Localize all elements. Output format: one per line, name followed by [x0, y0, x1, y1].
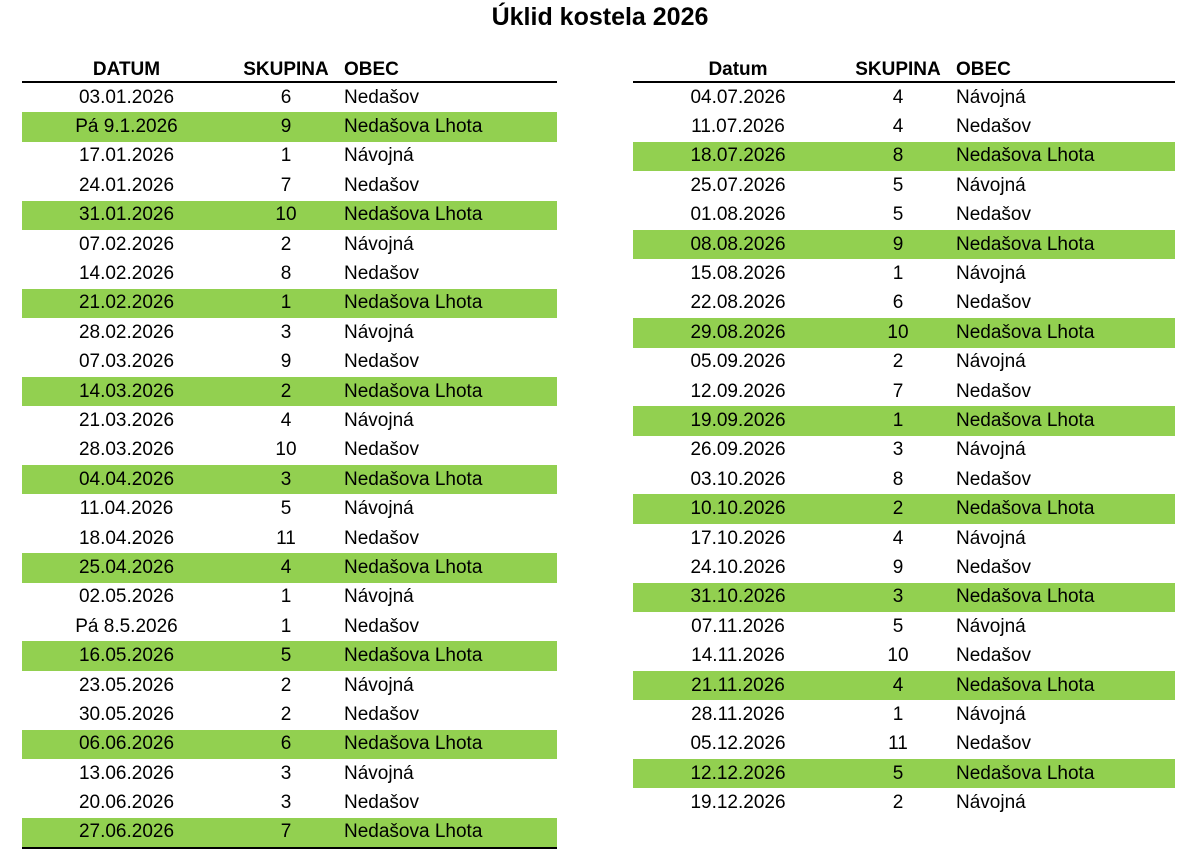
- table-row-highlighted: [22, 201, 557, 230]
- cell-skupina: 1: [280, 615, 292, 637]
- table-row-highlighted: [22, 641, 557, 670]
- cell-skupina: 2: [843, 494, 953, 523]
- cell-datum: 12.12.2026: [633, 759, 843, 788]
- table-row: [633, 377, 1175, 406]
- cell-datum: 20.06.2026: [78, 792, 175, 814]
- column-header-datum: Datum: [708, 59, 768, 80]
- table-row-highlighted: [22, 730, 557, 759]
- table-row: [22, 230, 557, 259]
- cell-obec: Nedašova Lhota: [341, 641, 557, 670]
- cell-skupina: 6: [892, 292, 904, 314]
- cell-obec: Nedašova Lhota: [341, 377, 557, 406]
- cell-obec: Návojná: [956, 527, 1026, 549]
- cell-skupina: 10: [887, 645, 909, 667]
- cell-skupina: 10: [843, 318, 953, 347]
- cell-datum: 11.04.2026: [79, 498, 174, 520]
- cell-skupina: 4: [843, 671, 953, 700]
- cell-obec: Nedašov: [344, 792, 419, 814]
- cell-datum: 24.10.2026: [690, 556, 786, 578]
- cell-datum: 06.06.2026: [22, 730, 231, 759]
- cell-datum: 14.02.2026: [78, 263, 175, 285]
- cell-datum: 25.07.2026: [690, 174, 786, 196]
- cell-skupina: 3: [280, 321, 292, 343]
- cell-datum: 18.07.2026: [633, 142, 843, 171]
- cell-skupina: 2: [892, 351, 904, 373]
- cell-datum: 02.05.2026: [78, 586, 175, 608]
- cell-datum: 03.10.2026: [690, 468, 786, 490]
- cell-obec: Návojná: [344, 498, 414, 520]
- cell-skupina: 9: [892, 556, 904, 578]
- cell-obec: Nedašova Lhota: [953, 142, 1175, 171]
- table-row-highlighted: [22, 818, 557, 848]
- cell-datum: 25.04.2026: [22, 553, 231, 582]
- cell-obec: Nedašov: [344, 703, 419, 725]
- table-header-row: [633, 55, 1175, 82]
- cell-obec: Návojná: [956, 703, 1026, 725]
- cell-skupina: 5: [892, 174, 904, 196]
- cell-datum: 13.06.2026: [78, 762, 175, 784]
- cell-skupina: 3: [280, 762, 292, 784]
- cell-datum: 04.07.2026: [690, 86, 786, 108]
- cell-obec: Nedašov: [344, 527, 419, 549]
- cell-datum: 17.10.2026: [690, 527, 786, 549]
- cell-obec: Nedašov: [344, 615, 419, 637]
- cell-skupina: 5: [892, 204, 904, 226]
- table-row: [633, 289, 1175, 318]
- cell-datum: 28.03.2026: [78, 439, 175, 461]
- table-row: [22, 142, 557, 171]
- column-header-obec: OBEC: [344, 59, 399, 80]
- table-row: [633, 436, 1175, 465]
- cell-obec: Návojná: [344, 409, 414, 431]
- cell-datum: 31.10.2026: [633, 583, 843, 612]
- cell-obec: Nedašova Lhota: [953, 230, 1175, 259]
- cell-obec: Nedašova Lhota: [953, 406, 1175, 435]
- table-row: [22, 406, 557, 435]
- table-row: [22, 671, 557, 700]
- cell-datum: 14.03.2026: [22, 377, 231, 406]
- cleaning-schedule-table-left: [22, 55, 557, 849]
- cell-skupina: 9: [280, 351, 292, 373]
- cell-datum: 24.01.2026: [78, 174, 175, 196]
- cell-obec: Návojná: [956, 615, 1026, 637]
- table-row: [22, 82, 557, 112]
- table-row-highlighted: [633, 494, 1175, 523]
- cell-obec: Nedašov: [956, 733, 1031, 755]
- cell-obec: Návojná: [344, 233, 414, 255]
- table-row: [633, 700, 1175, 729]
- page-title: Úklid kostela 2026: [491, 3, 709, 31]
- table-row: [633, 201, 1175, 230]
- cell-obec: Nedašov: [956, 204, 1031, 226]
- cell-obec: Návojná: [344, 321, 414, 343]
- cell-obec: Návojná: [344, 674, 414, 696]
- cell-skupina: 8: [280, 263, 292, 285]
- table-row: [22, 583, 557, 612]
- cell-obec: Návojná: [956, 86, 1026, 108]
- cell-obec: Návojná: [956, 439, 1026, 461]
- cell-obec: Nedašova Lhota: [341, 289, 557, 318]
- cell-obec: Návojná: [344, 145, 414, 167]
- cell-skupina: 9: [843, 230, 953, 259]
- cell-datum: Pá 9.1.2026: [22, 112, 231, 141]
- cell-skupina: 11: [888, 733, 908, 755]
- cell-datum: 17.01.2026: [78, 145, 175, 167]
- cell-datum: 14.11.2026: [691, 645, 785, 667]
- table-row: [633, 465, 1175, 494]
- table-row: [633, 259, 1175, 288]
- cell-datum: 18.04.2026: [78, 527, 175, 549]
- table-row: [633, 553, 1175, 582]
- table-row: [633, 112, 1175, 141]
- cell-skupina: 5: [892, 615, 904, 637]
- cell-skupina: 3: [280, 792, 292, 814]
- cell-datum: 10.10.2026: [633, 494, 843, 523]
- cell-skupina: 2: [280, 703, 292, 725]
- cell-obec: Nedašov: [956, 292, 1031, 314]
- cell-obec: Nedašova Lhota: [341, 112, 557, 141]
- cell-obec: Nedašov: [956, 116, 1031, 138]
- table-row-highlighted: [633, 406, 1175, 435]
- cell-skupina: 5: [280, 498, 292, 520]
- cell-skupina: 7: [231, 818, 341, 848]
- table-row: [633, 82, 1175, 112]
- cell-datum: 28.02.2026: [78, 321, 175, 343]
- cell-skupina: 9: [231, 112, 341, 141]
- cell-obec: Návojná: [956, 792, 1026, 814]
- table-row: [22, 494, 557, 523]
- cell-obec: Nedašova Lhota: [341, 818, 557, 848]
- table-row: [633, 171, 1175, 200]
- cell-obec: Nedašov: [956, 645, 1031, 667]
- cell-skupina: 1: [843, 406, 953, 435]
- cell-skupina: 8: [892, 468, 904, 490]
- table-row-highlighted: [633, 230, 1175, 259]
- cell-datum: 30.05.2026: [78, 703, 175, 725]
- cell-datum: 21.02.2026: [22, 289, 231, 318]
- cell-skupina: 2: [280, 233, 292, 255]
- cell-obec: Nedašova Lhota: [953, 671, 1175, 700]
- cell-obec: Nedašova Lhota: [953, 759, 1175, 788]
- table-row-highlighted: [22, 465, 557, 494]
- cell-datum: 03.01.2026: [78, 86, 175, 108]
- column-header-datum: DATUM: [92, 59, 161, 80]
- cell-obec: Nedašov: [344, 263, 419, 285]
- cell-datum: 01.08.2026: [690, 204, 786, 226]
- cell-obec: Nedašova Lhota: [341, 465, 557, 494]
- table-header-row: [22, 55, 557, 82]
- cell-obec: Nedašov: [956, 556, 1031, 578]
- table-row: [633, 348, 1175, 377]
- cell-datum: 19.09.2026: [633, 406, 843, 435]
- cell-obec: Návojná: [344, 762, 414, 784]
- cell-skupina: 3: [892, 439, 904, 461]
- cell-skupina: 4: [892, 527, 904, 549]
- cell-datum: 22.08.2026: [690, 292, 786, 314]
- table-row: [22, 612, 557, 641]
- table-row: [633, 641, 1175, 670]
- cleaning-schedule-table-right: [633, 55, 1175, 818]
- cell-datum: 21.03.2026: [78, 409, 175, 431]
- cell-datum: Pá 8.5.2026: [75, 615, 178, 637]
- cell-obec: Nedašova Lhota: [341, 201, 557, 230]
- cell-datum: 07.02.2026: [78, 233, 175, 255]
- cell-datum: 15.08.2026: [690, 263, 786, 285]
- table-row-highlighted: [633, 583, 1175, 612]
- table-row-highlighted: [22, 289, 557, 318]
- table-row-highlighted: [22, 553, 557, 582]
- table-row-highlighted: [633, 671, 1175, 700]
- cell-skupina: 1: [280, 145, 292, 167]
- cell-skupina: 2: [231, 377, 341, 406]
- cell-obec: Návojná: [956, 351, 1026, 373]
- table-row-highlighted: [633, 759, 1175, 788]
- cell-skupina: 4: [231, 553, 341, 582]
- table-row: [22, 436, 557, 465]
- cell-skupina: 1: [892, 263, 904, 285]
- table-row-highlighted: [633, 142, 1175, 171]
- cell-skupina: 2: [892, 792, 904, 814]
- table-row: [22, 171, 557, 200]
- table-row-highlighted: [22, 377, 557, 406]
- cell-skupina: 2: [280, 674, 292, 696]
- cell-skupina: 3: [843, 583, 953, 612]
- cell-datum: 21.11.2026: [633, 671, 843, 700]
- table-row: [22, 259, 557, 288]
- cell-obec: Nedašov: [344, 351, 419, 373]
- cell-obec: Nedašova Lhota: [953, 494, 1175, 523]
- cell-datum: 05.09.2026: [690, 351, 786, 373]
- column-header-skupina: SKUPINA: [243, 59, 329, 80]
- cell-skupina: 4: [892, 116, 904, 138]
- cell-obec: Návojná: [956, 174, 1026, 196]
- column-header-obec: OBEC: [956, 59, 1011, 80]
- cell-obec: Nedašov: [344, 174, 419, 196]
- cell-skupina: 1: [280, 586, 292, 608]
- cell-datum: 29.08.2026: [633, 318, 843, 347]
- table-row-highlighted: [22, 112, 557, 141]
- table-row: [22, 524, 557, 553]
- cell-skupina: 10: [275, 439, 297, 461]
- cell-skupina: 5: [231, 641, 341, 670]
- cell-skupina: 8: [843, 142, 953, 171]
- cell-skupina: 1: [231, 289, 341, 318]
- cell-obec: Nedašova Lhota: [341, 553, 557, 582]
- cell-skupina: 4: [892, 86, 904, 108]
- table-row-highlighted: [633, 318, 1175, 347]
- cell-datum: 05.12.2026: [690, 733, 786, 755]
- cell-obec: Nedašova Lhota: [341, 730, 557, 759]
- cell-obec: Nedašov: [956, 380, 1031, 402]
- cell-datum: 16.05.2026: [22, 641, 231, 670]
- column-header-skupina: SKUPINA: [855, 59, 941, 80]
- table-row: [22, 788, 557, 817]
- cell-skupina: 3: [231, 465, 341, 494]
- cell-skupina: 6: [280, 86, 292, 108]
- cell-skupina: 11: [276, 527, 296, 549]
- cell-datum: 07.03.2026: [78, 351, 175, 373]
- cell-datum: 26.09.2026: [690, 439, 786, 461]
- cell-obec: Nedašov: [344, 86, 419, 108]
- cell-obec: Nedašova Lhota: [953, 583, 1175, 612]
- cell-datum: 19.12.2026: [690, 792, 786, 814]
- cell-skupina: 4: [280, 409, 292, 431]
- cell-datum: 27.06.2026: [22, 818, 231, 848]
- cell-skupina: 5: [843, 759, 953, 788]
- cell-datum: 23.05.2026: [78, 674, 175, 696]
- cell-datum: 07.11.2026: [691, 615, 785, 637]
- table-row: [633, 612, 1175, 641]
- cell-obec: Nedašova Lhota: [953, 318, 1175, 347]
- cell-datum: 08.08.2026: [633, 230, 843, 259]
- table-row: [633, 788, 1175, 817]
- cell-datum: 11.07.2026: [691, 116, 785, 138]
- cell-obec: Nedašov: [956, 468, 1031, 490]
- cell-skupina: 6: [231, 730, 341, 759]
- cell-datum: 31.01.2026: [22, 201, 231, 230]
- table-row: [22, 700, 557, 729]
- cell-datum: 04.04.2026: [22, 465, 231, 494]
- table-row: [22, 318, 557, 347]
- cell-obec: Návojná: [956, 263, 1026, 285]
- cell-skupina: 7: [280, 174, 292, 196]
- cell-datum: 28.11.2026: [691, 703, 785, 725]
- cell-obec: Nedašov: [344, 439, 419, 461]
- cell-datum: 12.09.2026: [690, 380, 786, 402]
- table-row: [22, 759, 557, 788]
- cell-skupina: 10: [231, 201, 341, 230]
- table-row: [633, 524, 1175, 553]
- cell-obec: Návojná: [344, 586, 414, 608]
- cell-skupina: 1: [892, 703, 904, 725]
- table-row: [22, 348, 557, 377]
- cell-skupina: 7: [892, 380, 904, 402]
- table-row: [633, 730, 1175, 759]
